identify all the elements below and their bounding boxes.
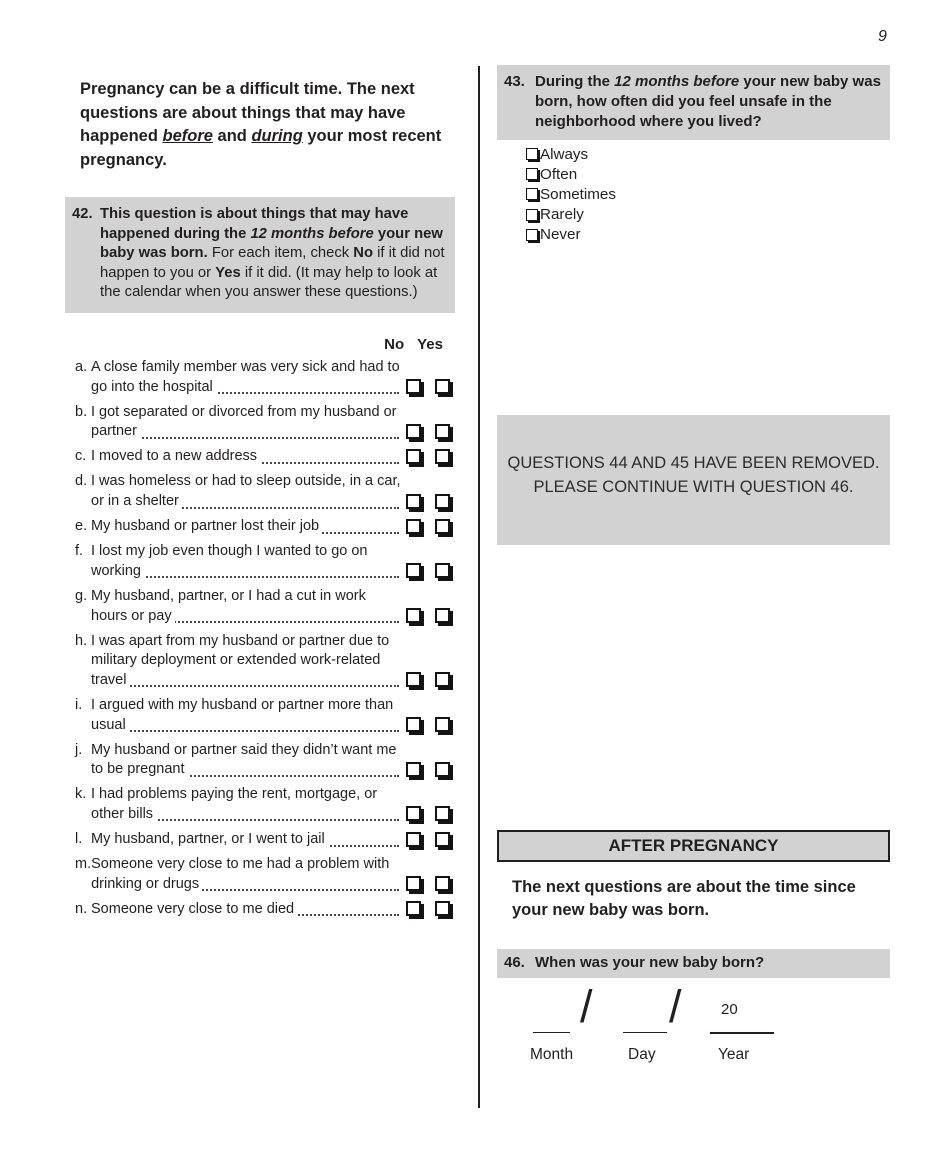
q42-item-row — [66, 472, 456, 511]
option-checkbox[interactable] — [526, 209, 538, 221]
text-segment: your most recent pregnancy. — [80, 127, 442, 169]
item-checkboxes — [406, 424, 456, 439]
item-checkboxes — [406, 901, 456, 916]
item-checkboxes — [406, 449, 456, 464]
item-letter: h. — [75, 632, 88, 649]
no-checkbox[interactable] — [406, 379, 421, 394]
no-checkbox[interactable] — [406, 563, 421, 578]
text-segment: During the — [535, 73, 615, 90]
yes-checkbox[interactable] — [435, 424, 450, 439]
no-checkbox[interactable] — [406, 672, 421, 687]
question-text — [535, 72, 884, 131]
q42-item-row — [66, 542, 456, 581]
item-text: I lost my job even though I wanted to go on working — [91, 543, 368, 579]
removed-questions-notice — [497, 415, 890, 545]
option-label: Always — [540, 145, 589, 163]
text-segment: Yes — [215, 264, 241, 281]
item-text: Someone very close to me had a problem with drinking or drugs — [91, 856, 390, 892]
item-checkboxes — [406, 563, 456, 578]
item-text: I got separated or divorced from my husband or partner — [91, 403, 397, 440]
no-checkbox[interactable] — [406, 519, 421, 534]
text-segment: your new baby was born. — [100, 225, 443, 262]
item-text-wrap — [91, 632, 402, 691]
text-segment: This question is about things that may have happened during the — [100, 206, 409, 242]
item-checkboxes — [406, 876, 456, 891]
no-checkbox[interactable] — [406, 806, 421, 821]
item-letter: e. — [75, 518, 88, 535]
after-pregnancy-section-header: AFTER PREGNANCY — [497, 830, 890, 862]
text-segment: Pregnancy can be a difficult time. The next questions are about things that may have happened — [80, 80, 415, 145]
q42-item-row — [66, 830, 456, 850]
item-checkboxes — [406, 717, 456, 732]
text-segment: if it did. (It may help to look at the calendar when you answer these questions.) — [100, 264, 438, 301]
item-text: I argued with my husband or partner more than usual — [91, 696, 394, 733]
item-text: I had problems paying the rent, mortgage, or other bills — [91, 786, 378, 822]
item-letter: c. — [75, 448, 87, 465]
year-label: Year — [718, 1046, 750, 1063]
question-text: When was your new baby born? — [535, 954, 765, 971]
item-letter: a. — [75, 359, 88, 375]
item-letter: n. — [75, 900, 88, 917]
item-text: My husband, partner, or I had a cut in work hours or pay — [91, 587, 366, 624]
question-46-header — [497, 949, 890, 978]
item-text: I was apart from my husband or partner due to military deployment or extended work-related travel — [91, 632, 390, 688]
text-segment: No — [353, 245, 374, 262]
item-text: I moved to a new address — [91, 448, 260, 464]
birth-date-entry — [497, 981, 890, 1047]
item-checkboxes — [406, 608, 456, 623]
no-checkbox[interactable] — [406, 424, 421, 439]
day-label: Day — [628, 1046, 656, 1063]
question-text — [100, 205, 447, 303]
yes-checkbox[interactable] — [435, 762, 450, 777]
text-segment: 12 months before — [614, 73, 740, 90]
item-checkboxes — [406, 672, 456, 687]
q42-item-row — [66, 696, 456, 735]
q43-option-row[interactable] — [526, 164, 616, 184]
q42-item-row — [66, 358, 456, 397]
after-pregnancy-intro: The next questions are about the time since your new baby was born. — [512, 878, 856, 919]
no-column-header: No — [384, 336, 405, 353]
item-letter: i. — [75, 696, 83, 713]
item-letter: j. — [75, 741, 83, 758]
section-intro — [66, 78, 450, 172]
no-checkbox[interactable] — [406, 901, 421, 916]
item-text-wrap — [91, 517, 402, 537]
q42-items — [66, 358, 456, 925]
q42-item-row — [66, 403, 456, 442]
item-checkboxes — [406, 806, 456, 821]
q42-item-row — [66, 900, 456, 920]
no-checkbox[interactable] — [406, 762, 421, 777]
option-checkbox[interactable] — [526, 188, 538, 200]
yes-checkbox[interactable] — [435, 379, 450, 394]
option-label: Never — [540, 226, 581, 244]
q43-option-row[interactable] — [526, 225, 616, 245]
item-letter: l. — [75, 830, 83, 847]
item-checkboxes — [406, 519, 456, 534]
text-segment: 12 months before — [250, 225, 374, 242]
text-segment: and — [212, 127, 252, 145]
q42-item-row — [66, 632, 456, 691]
no-checkbox[interactable] — [406, 832, 421, 847]
yes-checkbox[interactable] — [435, 563, 450, 578]
month-blank-field[interactable] — [533, 1032, 570, 1033]
q42-item-row — [66, 517, 456, 537]
q42-item-row — [66, 855, 456, 894]
no-checkbox[interactable] — [406, 608, 421, 623]
option-checkbox[interactable] — [526, 229, 538, 241]
q43-option-row[interactable] — [526, 144, 616, 164]
date-separator-slash: / — [669, 981, 682, 1032]
item-checkboxes — [406, 379, 456, 394]
item-text-wrap — [91, 358, 402, 397]
item-text: Someone very close to me died — [91, 901, 297, 917]
no-checkbox[interactable] — [406, 876, 421, 891]
q42-item-row — [66, 587, 456, 626]
yes-checkbox[interactable] — [435, 806, 450, 821]
q43-option-row[interactable] — [526, 184, 616, 204]
item-text-wrap — [91, 741, 402, 780]
option-label: Often — [540, 165, 578, 183]
yes-checkbox[interactable] — [435, 449, 450, 464]
no-checkbox[interactable] — [406, 449, 421, 464]
item-text-wrap — [91, 587, 402, 626]
column-divider — [478, 66, 480, 1108]
item-text-wrap — [91, 696, 402, 735]
q43-options — [497, 144, 616, 245]
question-number: 46. — [504, 954, 525, 971]
item-text-wrap — [91, 542, 402, 581]
q42-item-row — [66, 447, 456, 467]
text-segment-before: before — [162, 127, 213, 145]
item-text-wrap — [91, 900, 402, 920]
question-43-header — [497, 65, 890, 140]
month-label: Month — [530, 1046, 574, 1063]
item-text: My husband or partner said they didn’t want me to be pregnant — [91, 741, 397, 778]
item-text-wrap — [91, 472, 402, 511]
item-text-wrap — [91, 447, 402, 467]
item-checkboxes — [406, 762, 456, 777]
question-number: 42. — [72, 206, 93, 222]
option-checkbox[interactable] — [526, 148, 538, 160]
no-checkbox[interactable] — [406, 494, 421, 509]
yes-checkbox[interactable] — [435, 672, 450, 687]
no-checkbox[interactable] — [406, 717, 421, 732]
item-letter: m. — [75, 856, 92, 873]
item-text: A close family member was very sick and had to go into the hospital — [91, 359, 400, 395]
year-blank-field[interactable] — [710, 1032, 774, 1034]
year-prefix: 20 — [721, 1001, 738, 1018]
q42-item-row — [66, 741, 456, 780]
q42-item-row — [66, 785, 456, 824]
text-segment: if it did not happen to you or — [100, 245, 445, 281]
date-separator-slash: / — [580, 981, 593, 1032]
day-blank-field[interactable] — [623, 1032, 667, 1033]
item-text: I was homeless or had to sleep outside, in a car, or in a shelter — [91, 473, 401, 510]
yes-checkbox[interactable] — [435, 876, 450, 891]
text-segment-during: during — [251, 127, 303, 145]
item-text-wrap — [91, 403, 402, 442]
yes-checkbox[interactable] — [435, 519, 450, 534]
q43-option-row[interactable] — [526, 205, 616, 225]
item-text-wrap — [91, 785, 402, 824]
item-letter: b. — [75, 403, 88, 420]
question-number: 43. — [504, 73, 525, 90]
item-text: My husband, partner, or I went to jail — [91, 831, 328, 847]
item-text: My husband or partner lost their job — [91, 518, 322, 534]
yes-checkbox[interactable] — [435, 717, 450, 732]
yes-checkbox[interactable] — [435, 494, 450, 509]
page-number: 9 — [878, 28, 887, 45]
item-letter: f. — [75, 543, 84, 560]
removed-notice-line1: QUESTIONS 44 AND 45 HAVE BEEN REMOVED. — [507, 454, 880, 472]
text-segment: your new baby was born, how often did you feel unsafe in the neighborhood where you lived? — [535, 73, 881, 130]
question-42-header — [65, 197, 455, 313]
yes-checkbox[interactable] — [435, 832, 450, 847]
option-label: Sometimes — [540, 185, 616, 203]
yes-checkbox[interactable] — [435, 608, 450, 623]
item-text-wrap — [91, 830, 402, 850]
item-text-wrap — [91, 855, 402, 894]
removed-notice-line2: PLEASE CONTINUE WITH QUESTION 46. — [533, 477, 854, 496]
item-letter: g. — [75, 587, 88, 604]
item-letter: k. — [75, 786, 87, 803]
no-yes-column-headers — [66, 336, 456, 353]
yes-checkbox[interactable] — [435, 901, 450, 916]
option-checkbox[interactable] — [526, 168, 538, 180]
yes-column-header: Yes — [417, 336, 443, 353]
option-label: Rarely — [540, 206, 584, 224]
item-letter: d. — [75, 473, 88, 490]
date-field-labels — [497, 1046, 890, 1066]
item-checkboxes — [406, 832, 456, 847]
text-segment: For each item, check — [207, 245, 354, 262]
item-checkboxes — [406, 494, 456, 509]
